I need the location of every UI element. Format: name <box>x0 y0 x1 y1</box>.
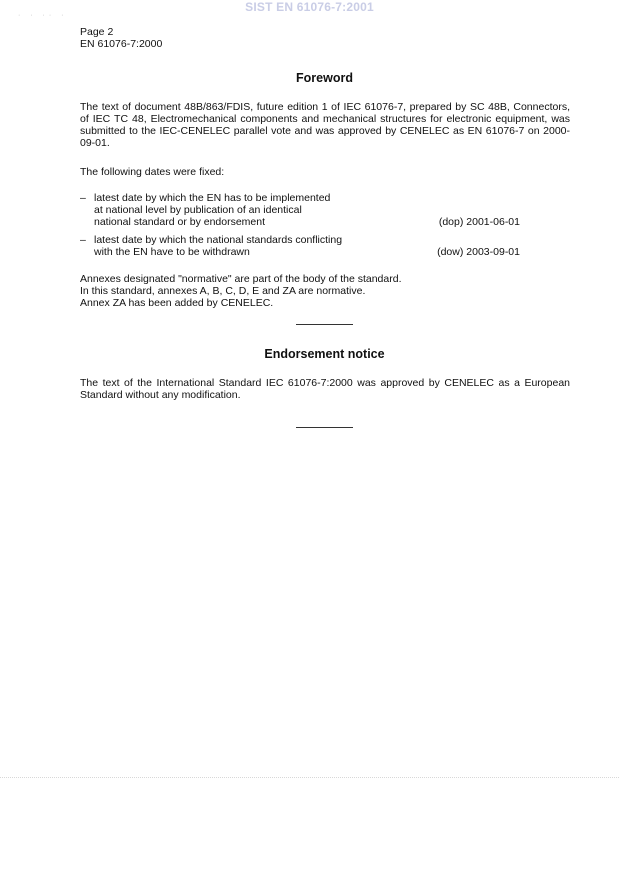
annex-line: Annexes designated "normative" are part of the body of the standard. <box>80 273 402 285</box>
page-header <box>80 26 162 50</box>
list-dash: – <box>80 192 86 204</box>
annex-notes <box>80 273 570 309</box>
watermark: SIST EN 61076-7:2001 <box>245 0 374 14</box>
date-item-line: latest date by which the EN has to be implemented <box>94 192 331 204</box>
section-separator <box>296 324 353 325</box>
date-item-dop <box>80 192 520 228</box>
page-number: Page 2 <box>80 26 114 38</box>
date-item-line: with the EN have to be withdrawn <box>94 246 250 258</box>
scan-artifact-line <box>0 777 619 782</box>
date-code <box>434 246 520 258</box>
date-item-line: latest date by which the national standards conflicting <box>94 234 343 246</box>
endorsement-title: Endorsement notice <box>264 347 385 361</box>
foreword-intro: The text of document 48B/863/FDIS, future edition 1 of IEC 61076-7, prepared by SC 48B, Connectors, of IEC TC 48, Electromechanical components and mechanical structures for electronic equipment, was submitted to the IEC-CENELEC parallel vote and was approved by CENELEC as EN 61076-7 on 2000-09-01. <box>80 101 570 149</box>
date-value: 2001-06-01 <box>466 216 520 228</box>
list-dash: – <box>80 234 86 246</box>
date-value: 2003-09-01 <box>466 246 520 258</box>
document-number: EN 61076-7:2000 <box>80 38 163 50</box>
annex-line: Annex ZA has been added by CENELEC. <box>80 297 274 309</box>
endorsement-text: The text of the International Standard IEC 61076-7:2000 was approved by CENELEC as a European Standard without any modification. <box>80 377 570 401</box>
date-code-label: (dop) <box>438 216 464 228</box>
dates-intro: The following dates were fixed: <box>80 166 225 178</box>
date-item-text <box>94 192 394 228</box>
scan-marks: · · ·· · <box>18 12 68 19</box>
annex-line: In this standard, annexes A, B, C, D, E and ZA are normative. <box>80 285 366 297</box>
date-item-text <box>94 234 394 258</box>
section-separator <box>296 427 353 428</box>
date-item-dow <box>80 234 520 258</box>
date-item-line: at national level by publication of an identical <box>94 204 302 216</box>
foreword-title: Foreword <box>296 71 353 85</box>
date-item-line: national standard or by endorsement <box>94 216 266 228</box>
date-code-label: (dow) <box>437 246 464 258</box>
date-code <box>434 216 520 228</box>
